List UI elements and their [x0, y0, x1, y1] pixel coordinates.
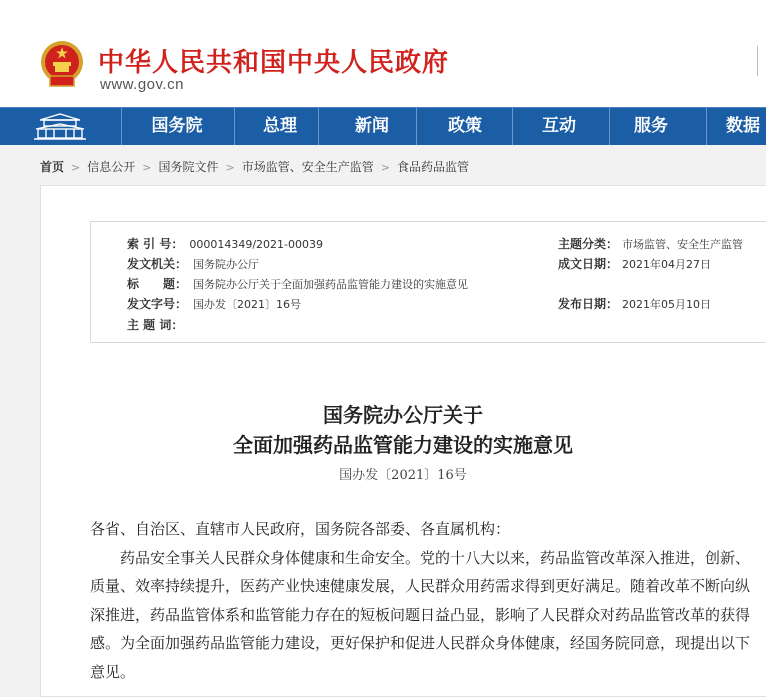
- header-divider: [757, 46, 758, 76]
- nav-item-fuwu[interactable]: 服务: [634, 116, 668, 136]
- meta-subject-label: 主 题 词：: [127, 318, 184, 332]
- nav-item-xinwen[interactable]: 新闻: [355, 116, 389, 136]
- site-title[interactable]: 中华人民共和国中央人民政府: [98, 48, 450, 78]
- breadcrumb-item[interactable]: 市场监管、安全生产监管: [241, 160, 374, 174]
- nav-separator: [318, 108, 319, 145]
- nav-item-guowuyuan[interactable]: 国务院: [151, 116, 203, 136]
- meta-category: [558, 235, 743, 252]
- breadcrumb-item[interactable]: 食品药品监管: [396, 160, 469, 174]
- chevron-right-icon: >: [225, 161, 235, 174]
- nav-item-hudong[interactable]: 互动: [542, 116, 576, 136]
- chevron-right-icon: >: [380, 161, 390, 174]
- salutation: 各省、自治区、直辖市人民政府，国务院各部委、各直属机构：: [90, 520, 511, 538]
- meta-written-label: 成文日期：: [558, 257, 619, 271]
- meta-docno-label: 发文字号：: [127, 297, 188, 311]
- document-body: [90, 515, 750, 686]
- nav-separator: [416, 108, 417, 145]
- meta-category-label: 主题分类：: [558, 237, 619, 251]
- meta-published-label: 发布日期：: [558, 297, 619, 311]
- nav-separator: [121, 108, 122, 145]
- tiananmen-home-icon[interactable]: [0, 108, 120, 145]
- meta-title-value: 国务院办公厅关于全面加强药品监管能力建设的实施意见: [193, 278, 469, 291]
- site-url[interactable]: www.gov.cn: [100, 76, 184, 93]
- nav-item-zongli[interactable]: 总理: [263, 116, 297, 136]
- nav-item-shuju[interactable]: 数据: [726, 116, 760, 136]
- breadcrumb-home[interactable]: 首页: [40, 160, 65, 174]
- national-emblem-icon[interactable]: [40, 40, 84, 88]
- meta-docno: [127, 295, 301, 312]
- meta-issuer: [127, 255, 259, 272]
- nav-separator: [512, 108, 513, 145]
- breadcrumb: [40, 158, 469, 175]
- meta-index: [127, 235, 323, 252]
- meta-subject: [127, 316, 189, 333]
- document-number: 国办发〔2021〕16号: [339, 468, 467, 483]
- meta-category-value: 市场监管、安全生产监管: [622, 238, 744, 251]
- meta-docno-value: 国办发〔2021〕16号: [193, 298, 302, 311]
- meta-index-value: 000014349/2021-00039: [189, 238, 324, 251]
- document-title-line2: 全面加强药品监管能力建设的实施意见: [233, 433, 573, 457]
- breadcrumb-item[interactable]: 国务院文件: [158, 160, 219, 174]
- main-nav: [0, 107, 766, 145]
- nav-item-zhengce[interactable]: 政策: [448, 116, 482, 136]
- meta-issuer-label: 发文机关：: [127, 257, 188, 271]
- meta-title-label: 标 题：: [127, 277, 188, 291]
- nav-separator: [609, 108, 610, 145]
- meta-written: [558, 255, 711, 272]
- site-header: [0, 0, 766, 107]
- nav-separator: [234, 108, 235, 145]
- meta-published: [558, 295, 711, 312]
- chevron-right-icon: >: [142, 161, 152, 174]
- meta-index-label: 索 引 号：: [127, 237, 184, 251]
- meta-title: [127, 275, 468, 292]
- meta-issuer-value: 国务院办公厅: [193, 258, 260, 271]
- chevron-right-icon: >: [71, 161, 81, 174]
- body-paragraph: 药品安全事关人民群众身体健康和生命安全。党的十八大以来，药品监管改革深入推进，创新、质量、效率持续提升，医药产业快速健康发展，人民群众用药需求得到更好满足。随着改革不断向纵深推进，药品监管体系和监管能力存在的短板问题日益凸显，影响了人民群众对药品监管改革的获得感。为全面加强药品监管能力建设，更好保护和促进人民群众身体健康，经国务院同意，现提出以下意见。: [90, 548, 751, 681]
- meta-written-value: 2021年04月27日: [622, 258, 712, 271]
- document-title-line1: 国务院办公厅关于: [323, 403, 483, 427]
- breadcrumb-item[interactable]: 信息公开: [87, 160, 136, 174]
- meta-published-value: 2021年05月10日: [622, 298, 712, 311]
